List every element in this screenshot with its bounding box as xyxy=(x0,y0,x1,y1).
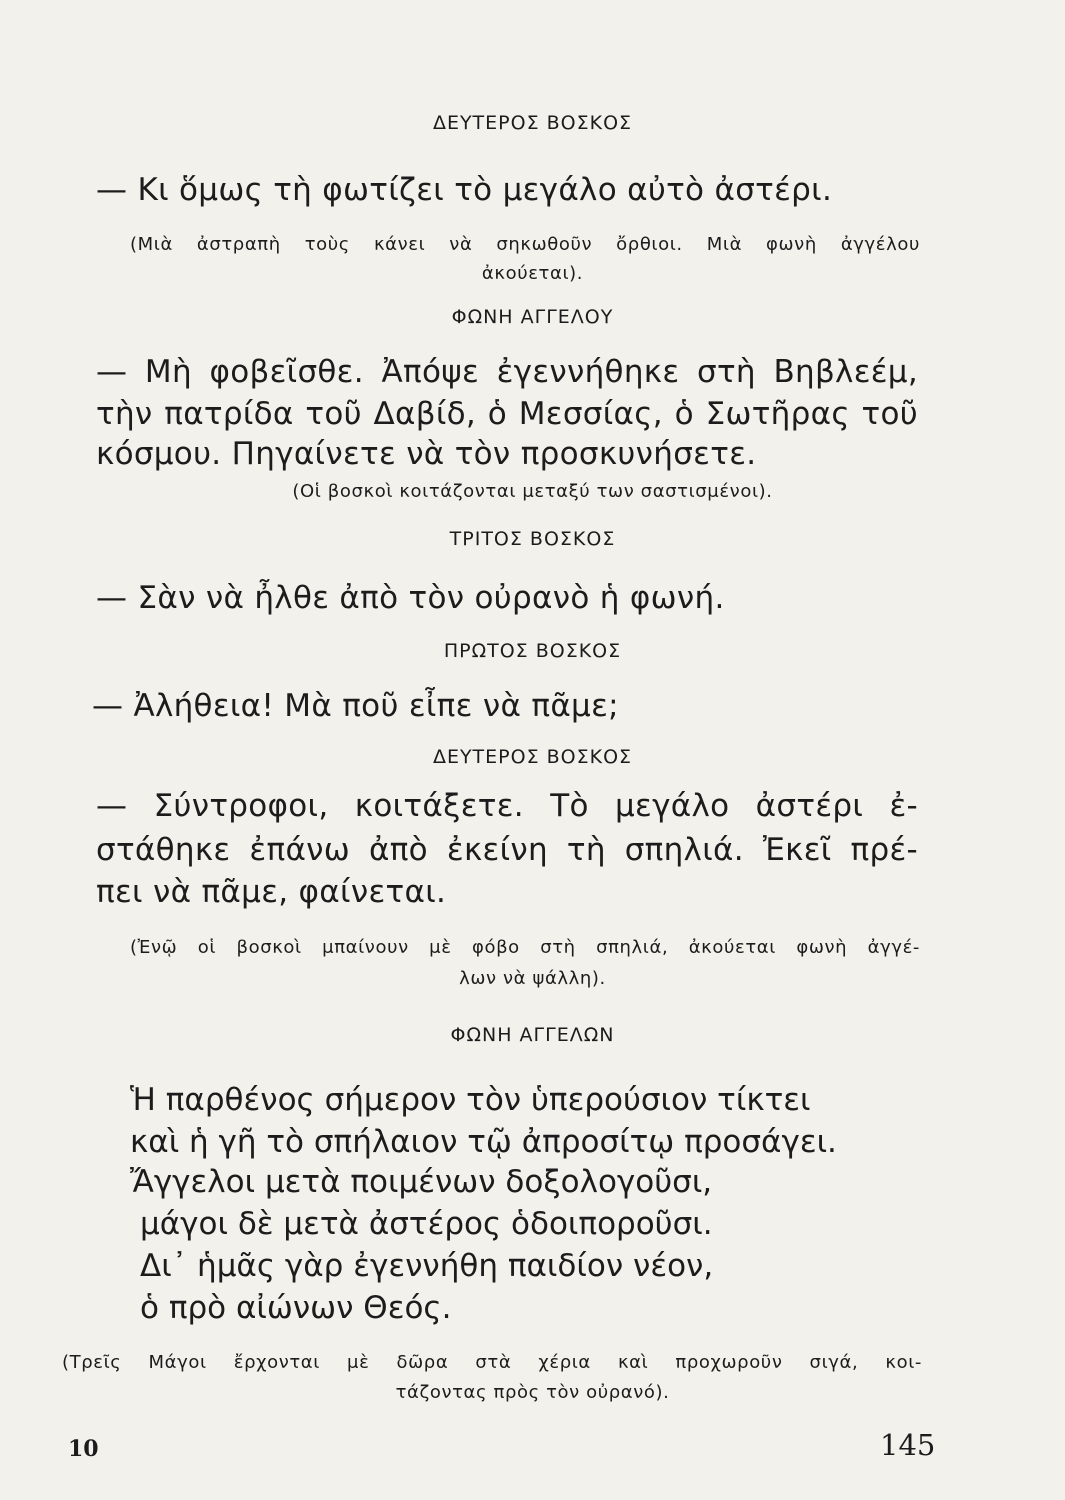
hymn-line: Ἡ παρθένος σήμερον τὸν ὑπερούσιον τίκτει xyxy=(130,1082,811,1118)
stage-direction-end: τάζοντας πρὸς τὸν οὐρανό). xyxy=(395,1382,670,1403)
speaker-heading: ΤΡΙΤΟΣ ΒΟΣΚΟΣ xyxy=(449,528,616,550)
stage-direction-end: λων νὰ ψάλλη). xyxy=(459,968,606,989)
speaker-heading: ΔΕΥΤΕΡΟΣ ΒΟΣΚΟΣ xyxy=(432,112,633,134)
hymn-line: Ἄγγελοι μετὰ ποιμένων δοξολογοῦσι, xyxy=(130,1164,713,1200)
speaker-heading: ΔΕΥΤΕΡΟΣ ΒΟΣΚΟΣ xyxy=(432,746,633,768)
hymn-line: καὶ ἡ γῆ τὸ σπήλαιον τῷ ἀπροσίτῳ προσάγει. xyxy=(130,1124,837,1160)
speaker-heading: ΦΩΝΗ ΑΓΓΕΛΟΥ xyxy=(451,306,614,328)
dialogue-line: κόσμου. Πηγαίνετε νὰ τὸν προσκυνήσετε. xyxy=(96,436,757,472)
dialogue-line: τὴν πατρίδα τοῦ Δαβίδ, ὁ Μεσσίας, ὁ Σωτῆρας τοῦ xyxy=(96,396,918,432)
dialogue-line: — Σὰν νὰ ἦλθε ἀπὸ τὸν οὐρανὸ ἡ φωνή. xyxy=(96,580,725,616)
dialogue-line: στάθηκε ἐπάνω ἀπὸ ἐκείνη τὴ σπηλιά. Ἐκεῖ πρέ- xyxy=(96,832,918,868)
dialogue-line: πει νὰ πᾶμε, φαίνεται. xyxy=(96,874,447,910)
stage-direction-end: ἀκούεται). xyxy=(481,263,584,284)
dialogue-line: — Κι ὅμως τὴ φωτίζει τὸ μεγάλο αὐτὸ ἀστέρι. xyxy=(96,172,833,208)
stage-direction: (Τρεῖς Μάγοι ἔρχονται μὲ δῶρα στὰ χέρια καὶ προχωροῦν σιγά, κοι- xyxy=(62,1352,922,1373)
stage-direction: (Οἱ βοσκοὶ κοιτάζονται μεταξύ των σαστισμένοι). xyxy=(292,481,773,502)
hymn-line: ὁ πρὸ αἰώνων Θεός. xyxy=(140,1290,452,1326)
dialogue-line: — Σύντροφοι, κοιτάξετε. Τὸ μεγάλο ἀστέρι ἐ- xyxy=(96,788,918,824)
page-number: 145 xyxy=(880,1428,936,1462)
stage-direction: (Μιὰ ἀστραπὴ τοὺς κάνει νὰ σηκωθοῦν ὄρθιοι. Μιὰ φωνὴ ἀγγέλου xyxy=(130,234,920,255)
dialogue-line: — Ἀλήθεια! Μὰ ποῦ εἶπε νὰ πᾶμε; xyxy=(92,688,619,724)
hymn-line: μάγοι δὲ μετὰ ἀστέρος ὁδοιποροῦσι. xyxy=(140,1206,713,1242)
signature-mark: 10 xyxy=(68,1436,99,1462)
speaker-heading: ΠΡΩΤΟΣ ΒΟΣΚΟΣ xyxy=(443,640,622,662)
dialogue-line: — Μὴ φοβεῖσθε. Ἀπόψε ἐγεννήθηκε στὴ Βηβλεέμ, xyxy=(96,354,918,390)
speaker-heading: ΦΩΝΗ ΑΓΓΕΛΩΝ xyxy=(450,1024,615,1046)
hymn-line: Δι᾿ ἡμᾶς γὰρ ἐγεννήθη παιδίον νέον, xyxy=(140,1248,714,1284)
stage-direction: (Ἐνῷ οἱ βοσκοὶ μπαίνουν μὲ φόβο στὴ σπηλιά, ἀκούεται φωνὴ ἀγγέ- xyxy=(130,937,920,958)
